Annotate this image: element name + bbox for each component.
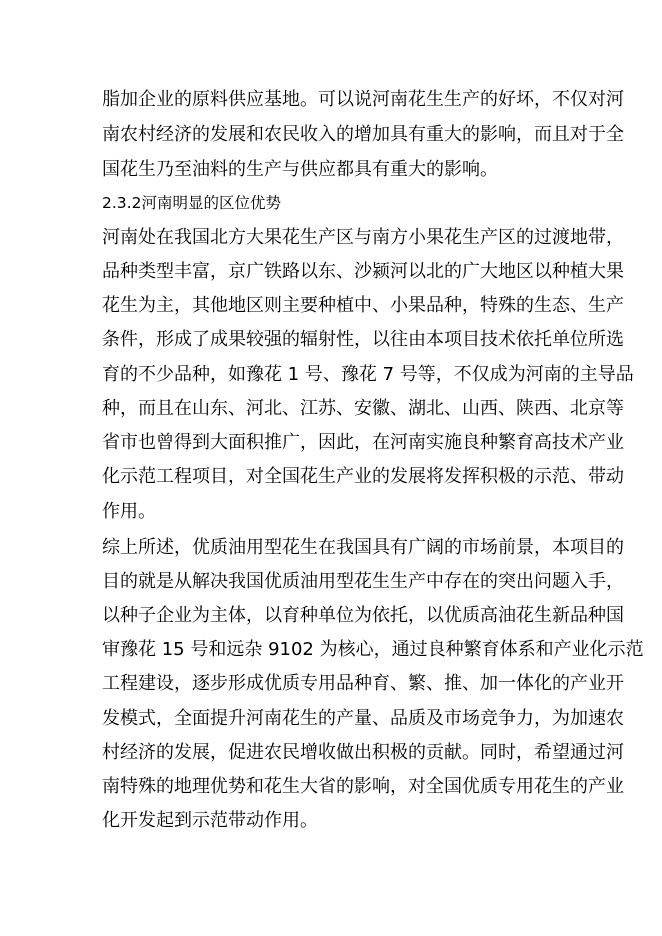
paragraph-3-line-3: 以种子企业为主体，以育种单位为依托，以优质高油花生新品种国 <box>102 605 624 626</box>
paragraph-2-line-5: 育的不少品种，如豫花 1 号、豫花 7 号等，不仅成为河南的主导品 <box>102 364 634 385</box>
paragraph-2-line-6: 种，而且在山东、河北、江苏、安徽、湖北、山西、陕西、北京等 <box>102 398 624 419</box>
paragraph-3-line-4: 审豫花 15 号和远杂 9102 为核心，通过良种繁育体系和产业化示范 <box>102 639 644 660</box>
paragraph-3-line-8: 南特殊的地理优势和花生大省的影响，对全国优质专用花生的产业 <box>102 776 624 797</box>
paragraph-3-line-1: 综上所述，优质油用型花生在我国具有广阔的市场前景，本项目的 <box>102 537 624 558</box>
paragraph-2-line-8: 化示范工程项目，对全国花生产业的发展将发挥积极的示范、带动 <box>102 466 624 487</box>
paragraph-3-line-7: 村经济的发展，促进农民增收做出积极的贡献。同时，希望通过河 <box>102 742 624 763</box>
paragraph-2-line-9: 作用。 <box>102 501 156 522</box>
paragraph-3-line-6: 发模式，全面提升河南花生的产量、品质及市场竞争力，为加速农 <box>102 708 624 729</box>
paragraph-1-line-2: 南农村经济的发展和农民收入的增加具有重大的影响，而且对于全 <box>102 124 624 145</box>
paragraph-3-line-9: 化开发起到示范带动作用。 <box>102 810 318 831</box>
paragraph-2-line-1: 河南处在我国北方大果花生产区与南方小果花生产区的过渡地带， <box>102 227 624 248</box>
paragraph-2-line-3: 花生为主，其他地区则主要种植中、小果品种，特殊的生态、生产 <box>102 295 624 316</box>
paragraph-2-line-4: 条件，形成了成果较强的辐射性，以往由本项目技术依托单位所选 <box>102 329 624 350</box>
paragraph-2-line-2: 品种类型丰富，京广铁路以东、沙颍河以北的广大地区以种植大果 <box>102 261 624 282</box>
paragraph-3-line-5: 工程建设，逐步形成优质专用品种育、繁、推、加一体化的产业开 <box>102 673 624 694</box>
paragraph-2-line-7: 省市也曾得到大面积推广，因此，在河南实施良种繁育高技术产业 <box>102 432 624 453</box>
paragraph-3-line-2: 目的就是从解决我国优质油用型花生生产中存在的突出问题入手， <box>102 571 624 592</box>
paragraph-1-line-3: 国花生乃至油料的生产与供应都具有重大的影响。 <box>102 159 498 180</box>
section-heading: 2.3.2河南明显的区位优势 <box>102 194 281 212</box>
paragraph-1-line-1: 脂加企业的原料供应基地。可以说河南花生生产的好坏，不仅对河 <box>102 89 624 110</box>
